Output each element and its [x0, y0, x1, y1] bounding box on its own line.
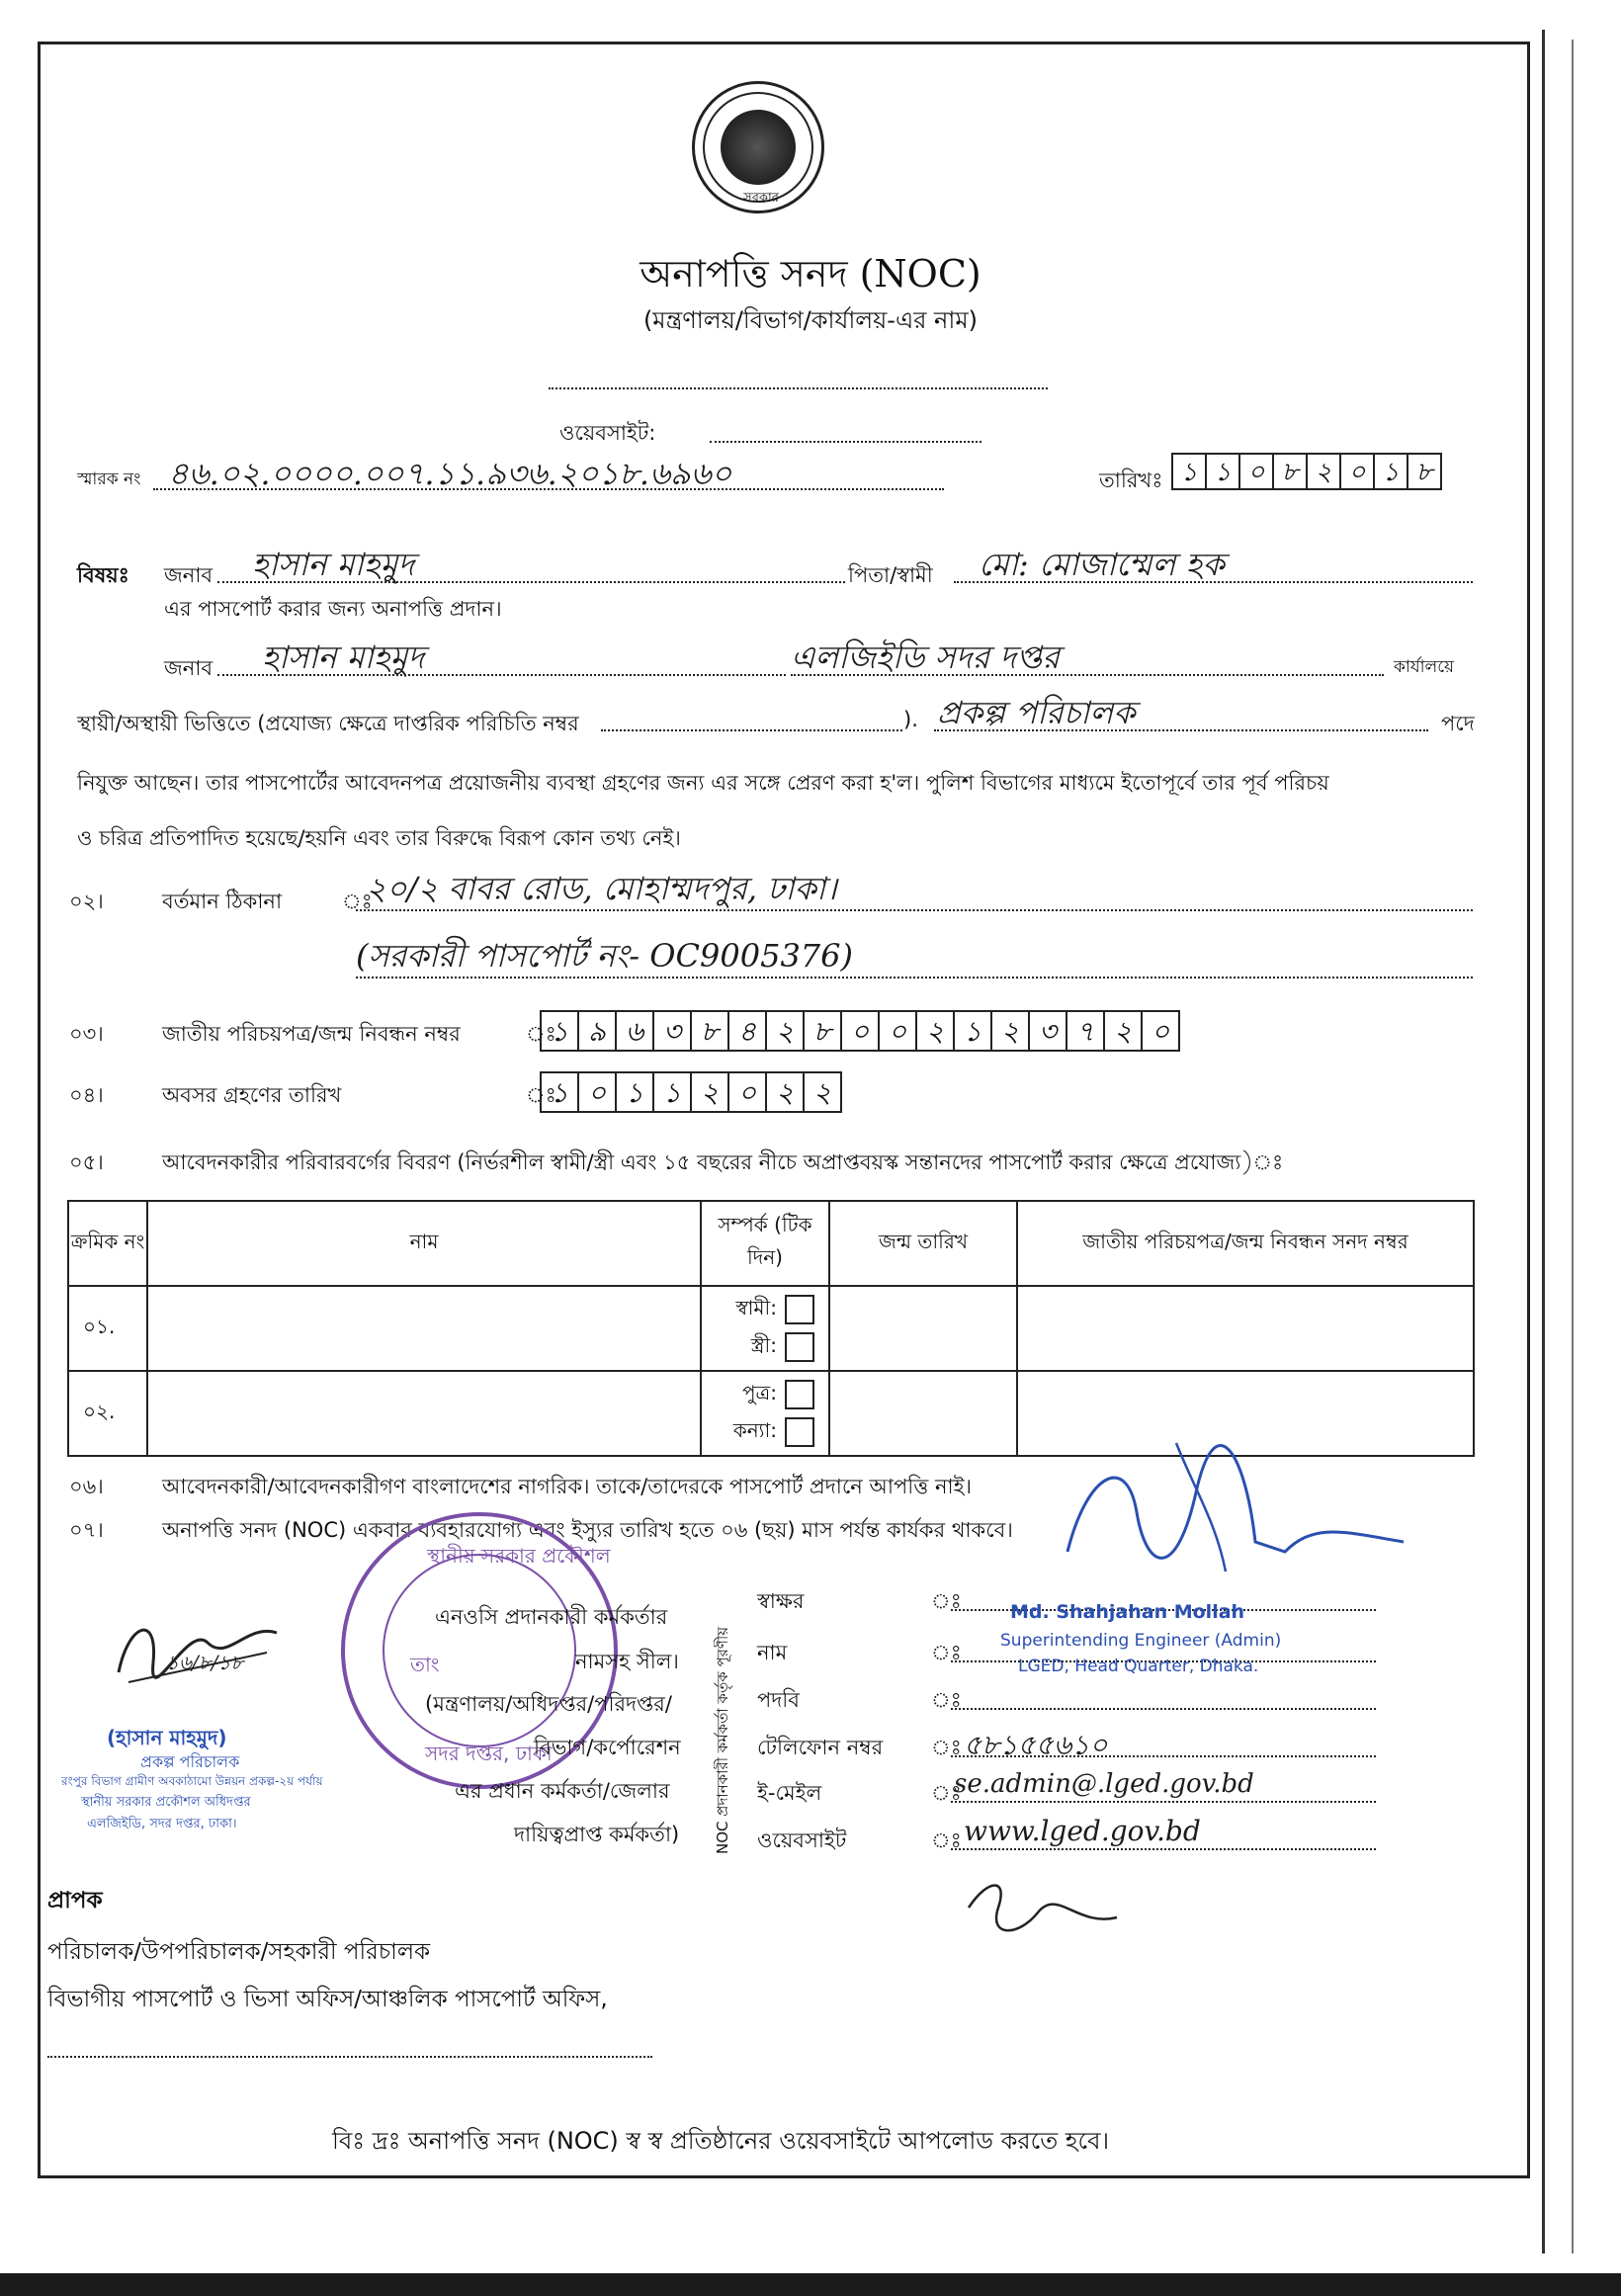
field-colon: ঃ: [931, 1828, 962, 1852]
item-3-number: ০৩।: [69, 1022, 104, 1046]
applicant-seal-line: স্থানীয় সরকার প্রকৌশল অধিদপ্তর: [81, 1795, 251, 1810]
body-mr-label: জনাব: [164, 656, 213, 680]
officer-block-line: (মন্ত্রণালয়/অধিদপ্তর/পরিদপ্তর/: [425, 1692, 672, 1716]
memo-line: [153, 488, 944, 490]
row-name: [147, 1371, 701, 1456]
date-boxes: ১ ১ ০ ৮ ২ ০ ১ ৮: [1171, 453, 1440, 490]
field-website-label: ওয়েবসাইট: [757, 1828, 847, 1852]
subject-name: হাসান মাহমুদ: [252, 546, 415, 583]
page-edge: [1572, 40, 1574, 2253]
email-line: [951, 1801, 1376, 1803]
officer-block-line: এনওসি প্রদানকারী কর্মকর্তার: [435, 1605, 668, 1629]
permanent-text: স্থায়ী/অস্থায়ী ভিত্তিতে (প্রযোজ্য ক্ষেত্রে দাপ্তরিক পরিচিতি নম্বর: [77, 712, 579, 735]
body-name-line: [217, 674, 786, 676]
memo-label: স্মারক নং: [77, 469, 141, 489]
row-serial: ০২.: [68, 1371, 147, 1456]
website-value: www.lged.gov.bd: [964, 1815, 1201, 1847]
item-3-colon: ঃ: [526, 1022, 556, 1046]
applicant-seal-title: প্রকল্প পরিচালক: [140, 1752, 240, 1771]
father-name-line: [954, 581, 1473, 583]
applicant-seal-line: এলজিইডি, সদর দপ্তর, ঢাকা।: [87, 1817, 237, 1831]
memo-number: ৪৬.০২.০০০০.০০৭.১১.৯৩৬.২০১৮.৬৯৬০: [168, 455, 732, 492]
item-6-label: আবেদনকারী/আবেদনকারীগণ বাংলাদেশের নাগরিক। তাকে/তাদেরকে পাসপোর্ট প্রদানে আপত্তি নাই।: [162, 1475, 973, 1498]
nid-boxes: ১ ৯ ৬ ৩ ৮ ৪ ২ ৮ ০ ০ ২ ১ ২ ৩ ৭ ২ ০: [540, 1010, 1178, 1052]
officer-block-line: নামসহ সীল।: [575, 1650, 679, 1673]
page-title: অনাপত্তি সনদ (NOC): [640, 252, 981, 296]
page-subtitle: (মন্ত্রণালয়/বিভাগ/কার্যালয়-এর নাম): [642, 306, 979, 334]
item-2-label: বর্তমান ঠিকানা: [162, 890, 283, 913]
col-relation: সম্পর্ক (টিক দিন): [701, 1201, 829, 1286]
applicant-signature-icon: [99, 1583, 297, 1702]
stamp-date-label: তাং: [410, 1653, 440, 1676]
stamp-text-bottom: সদর দপ্তর, ঢাকা: [425, 1742, 553, 1765]
applicant-sign-date: ১৬/৮/১৮: [166, 1651, 244, 1674]
col-serial: ক্রমিক নং: [68, 1201, 147, 1286]
government-seal-icon: [692, 81, 824, 213]
officer-name: Md. Shahjahan Mollah: [1010, 1601, 1245, 1623]
field-colon: ঃ: [931, 1641, 962, 1664]
field-colon: ঃ: [931, 1736, 962, 1759]
phone-value: ৫৮১৫৫৬১০: [964, 1729, 1108, 1761]
recipient-line-1: পরিচালক/উপপরিচালক/সহকারী পরিচালক: [47, 1939, 431, 1965]
row-nid: [1017, 1286, 1474, 1371]
item-7-label: অনাপত্তি সনদ (NOC) একবার ব্যবহারযোগ্য এবং ইস্যুর তারিখ হতে ০৬ (ছয়) মাস পর্যন্ত কার্যকর থাকবে।: [162, 1518, 1013, 1542]
row-dob: [829, 1371, 1017, 1456]
initial-signature-icon: [949, 1868, 1137, 1957]
row-relation: স্বামী: স্ত্রী:: [701, 1286, 829, 1371]
officer-block-line: এর প্রধান কর্মকর্তা/জেলার: [455, 1779, 670, 1803]
row-relation: পুত্র: কন্যা:: [701, 1371, 829, 1456]
table-row: [68, 1286, 1474, 1371]
checkbox[interactable]: [785, 1417, 814, 1447]
designation-line: [934, 729, 1428, 731]
col-name: নাম: [147, 1201, 701, 1286]
field-phone-label: টেলিফোন নম্বর: [757, 1736, 884, 1759]
item-5-label: আবেদনকারীর পরিবারবর্গের বিবরণ (নির্ভরশীল স্বামী/স্ত্রী এবং ১৫ বছরের নীচে অপ্রাপ্তবয়স্ক সন্তানদের পাসপোর্ট করার ক্ষেত্রে প্রযোজ্য)ঃ: [162, 1150, 1284, 1174]
ministry-name-line: [549, 387, 1048, 389]
date-label: তারিখঃ: [1099, 468, 1163, 492]
office-name: এলজিইডি সদর দপ্তর: [791, 638, 1060, 676]
body-paragraph-2: ও চরিত্র প্রতিপাদিত হয়েছে/হয়নি এবং তার বিরুদ্ধে বিরূপ কোন তথ্য নেই।: [77, 826, 681, 850]
scan-edge: [0, 2273, 1621, 2296]
website-line: [710, 441, 981, 443]
designation-line: [951, 1708, 1376, 1710]
field-designation-label: পদবি: [757, 1688, 800, 1712]
item-5-number: ০৫।: [69, 1150, 104, 1174]
body-paragraph-1: নিযুক্ত আছেন। তার পাসপোর্টের আবেদনপত্র প্রয়োজনীয় ব্যবস্থা গ্রহণের জন্য এর সঙ্গে প্রেরণ করা হ'ল। পুলিশ বিভাগের মাধ্যমে ইতোপূর্বে তার পূর্ব পরিচয়: [77, 771, 1329, 795]
item-4-number: ০৪।: [69, 1083, 104, 1107]
stamp-text: স্থানীয় সরকার প্রকৌশল: [427, 1544, 611, 1568]
field-colon: ঃ: [931, 1589, 962, 1613]
email-value: se.admin@.lged.gov.bd: [954, 1769, 1254, 1799]
item-4-colon: ঃ: [526, 1083, 556, 1107]
officer-block-line: দায়িত্বপ্রাপ্ত কর্মকর্তা): [514, 1823, 680, 1846]
field-colon: ঃ: [931, 1781, 962, 1805]
website-line: [951, 1848, 1376, 1850]
address-line-2: [356, 977, 1473, 978]
officer-block-line: বিভাগ/কর্পোরেশন: [534, 1736, 681, 1759]
field-name-label: নাম: [757, 1641, 788, 1664]
father-name: মো: মোজাম্মেল হক: [979, 546, 1225, 583]
recipient-label: প্রাপক: [47, 1888, 103, 1913]
current-address: ২০/২ বাবর রোড, মোহাম্মদপুর, ঢাকা।: [366, 870, 837, 907]
col-nid: জাতীয় পরিচয়পত্র/জন্ম নিবন্ধন সনদ নম্বর: [1017, 1201, 1474, 1286]
current-address-2: (সরকারী পাসপোর্ট নং- OC9005376): [356, 937, 854, 975]
designation: প্রকল্প পরিচালক: [937, 694, 1136, 731]
field-signature-label: স্বাক্ষর: [757, 1589, 805, 1613]
applicant-seal-line: রংপুর বিভাগ গ্রামীণ অবকাঠামো উন্নয়ন প্রকল্প-২য় পর্যায়: [61, 1774, 323, 1788]
father-label: পিতা/স্বামী: [848, 563, 933, 587]
item-2-colon: ঃ: [342, 890, 373, 913]
field-email-label: ই-মেইল: [757, 1781, 822, 1805]
recipient-address-line: [47, 2056, 652, 2058]
table-header-row: [68, 1201, 1474, 1286]
row-name: [147, 1286, 701, 1371]
page-edge: [1542, 30, 1545, 2253]
subject-line2: এর পাসপোর্ট করার জন্য অনাপত্তি প্রদান।: [164, 597, 502, 621]
footer-note: বিঃ দ্রঃ অনাপত্তি সনদ (NOC) স্ব স্ব প্রতিষ্ঠানের ওয়েবসাইটে আপলোড করতে হবে।: [332, 2127, 1110, 2155]
officer-org: LGED, Head Quarter, Dhaka.: [1018, 1657, 1259, 1676]
applicant-seal-name: (হাসান মাহমুদ): [107, 1726, 227, 1749]
recipient-line-2: বিভাগীয় পাসপোর্ট ও ভিসা অফিস/আঞ্চলিক পাসপোর্ট অফিস,: [47, 1987, 608, 2012]
body-name: হাসান মাহমুদ: [262, 638, 425, 676]
office-suffix: কার্যালয়ে: [1394, 657, 1455, 677]
id-number-line: [601, 729, 902, 731]
col-dob: জন্ম তারিখ: [829, 1201, 1017, 1286]
post-suffix: পদে: [1441, 712, 1475, 735]
item-2-number: ০২।: [69, 890, 104, 913]
address-line: [356, 909, 1473, 911]
field-colon: ঃ: [931, 1688, 962, 1712]
office-line: [791, 674, 1384, 676]
checkbox[interactable]: [785, 1380, 814, 1409]
officer-title: Superintending Engineer (Admin): [1000, 1631, 1282, 1651]
checkbox[interactable]: [785, 1332, 814, 1362]
retirement-date-boxes: ১ ০ ১ ১ ২ ০ ২ ২: [540, 1071, 840, 1113]
subject-mr-label: জনাব: [164, 563, 213, 587]
permanent-close: ).: [903, 708, 918, 731]
item-7-number: ০৭।: [69, 1518, 104, 1542]
subject-label: বিষয়ঃ: [77, 563, 129, 587]
subject-name-line: [217, 581, 845, 583]
vertical-label: NOC প্রদানকারী কর্মকর্তা কর্তৃক পূরণীয়: [714, 1626, 731, 1854]
officer-signature-icon: [1028, 1433, 1443, 1601]
checkbox[interactable]: [785, 1295, 814, 1324]
row-dob: [829, 1286, 1017, 1371]
website-label: ওয়েবসাইট:: [559, 421, 656, 445]
item-4-label: অবসর গ্রহণের তারিখ: [162, 1083, 342, 1107]
seal-caption: সরকার: [743, 191, 779, 206]
family-table: [67, 1200, 1475, 1457]
row-serial: ০১.: [68, 1286, 147, 1371]
item-3-label: জাতীয় পরিচয়পত্র/জন্ম নিবন্ধন নম্বর: [162, 1022, 461, 1046]
item-6-number: ০৬।: [69, 1475, 104, 1498]
